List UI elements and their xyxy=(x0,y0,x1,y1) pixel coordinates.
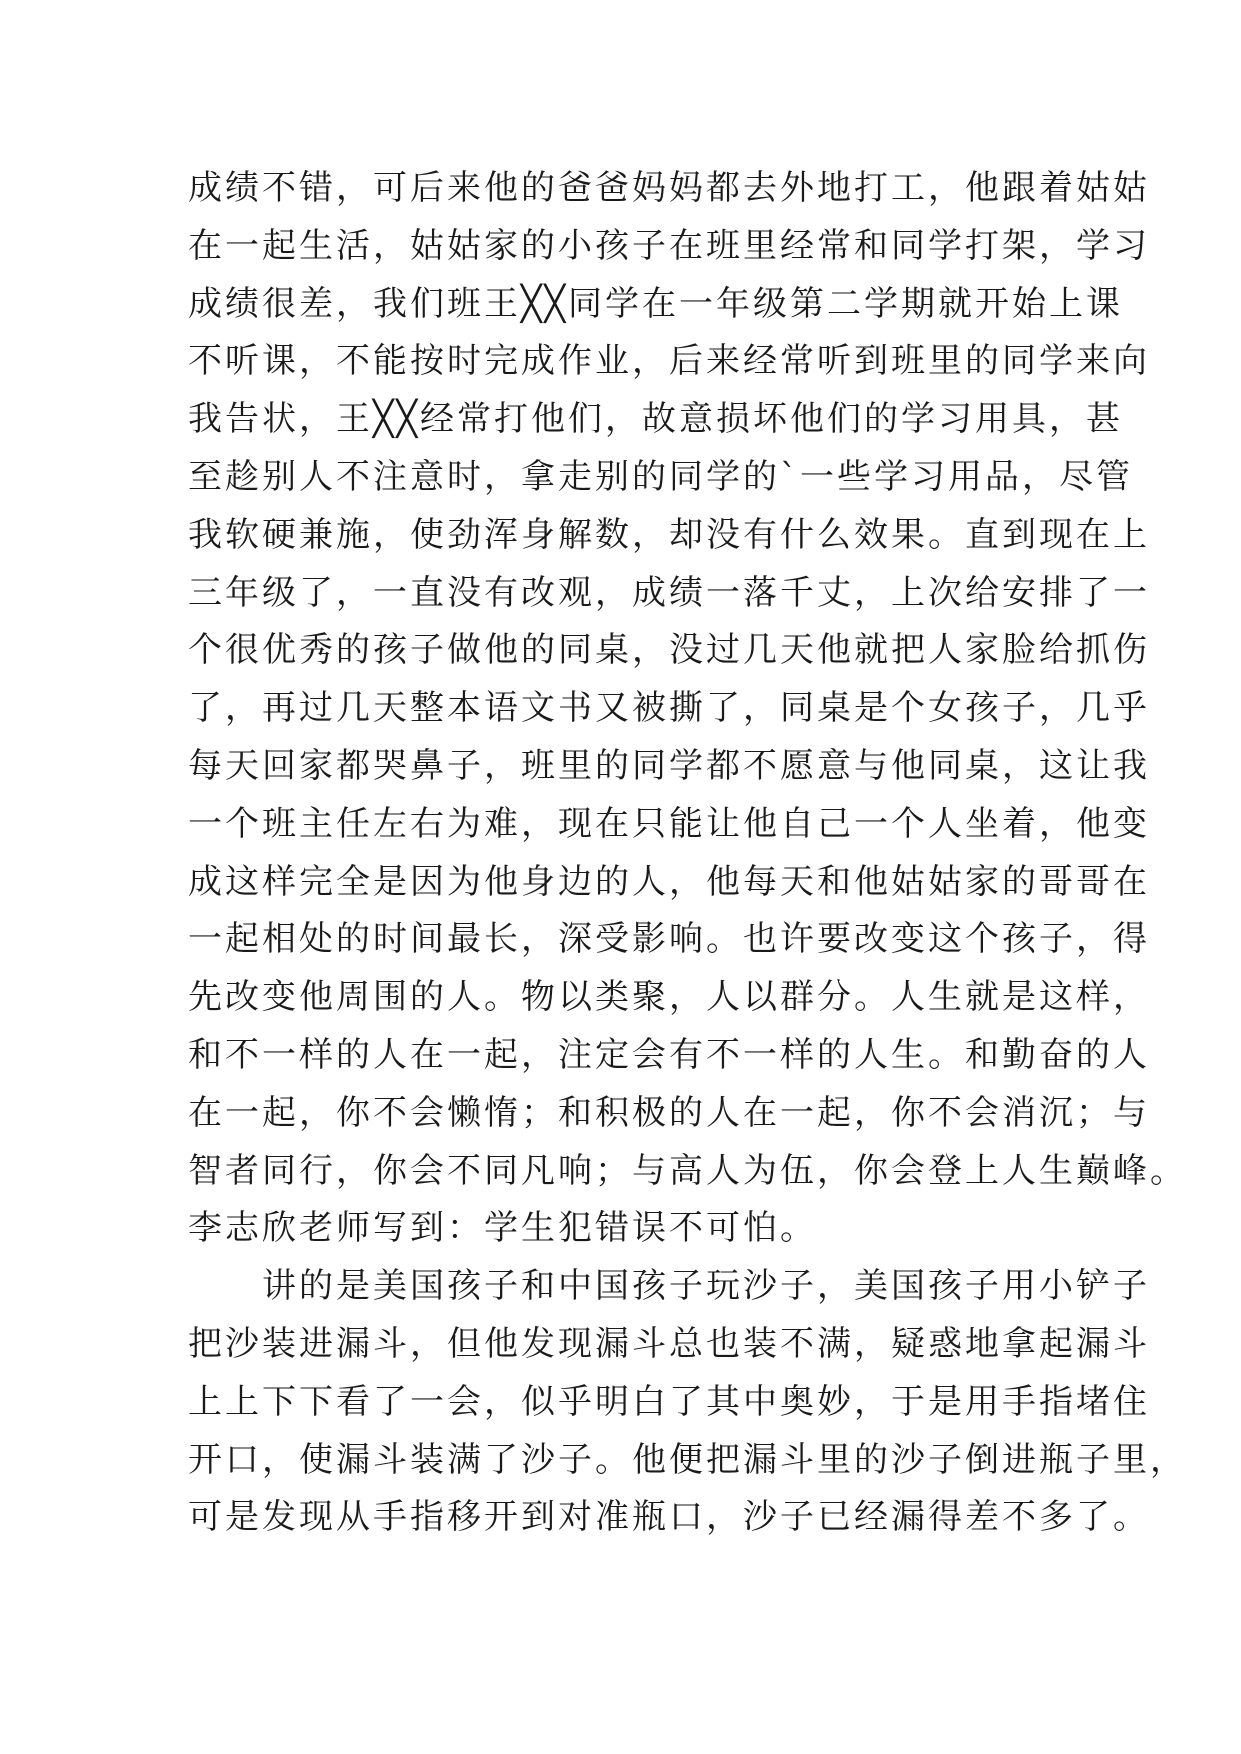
text-line: 把沙装进漏斗，但他发现漏斗总也装不满，疑惑地拿起漏斗 xyxy=(188,1323,1150,1364)
text-line: 成这样完全是因为他身边的人，他每天和他姑姑家的哥哥在 xyxy=(188,861,1150,902)
text-line: 我告状，王╳╳经常打他们，故意损坏他们的学习用具，甚 xyxy=(188,399,1123,440)
text-line: 在一起生活，姑姑家的小孩子在班里经常和同学打架，学习 xyxy=(188,225,1150,266)
text-line: 每天回家都哭鼻子，班里的同学都不愿意与他同桌，这让我 xyxy=(188,745,1150,786)
text-line: 三年级了，一直没有改观，成绩一落千丈，上次给安排了一 xyxy=(188,572,1150,613)
text-line: 李志欣老师写到：学生犯错误不可怕。 xyxy=(188,1208,817,1249)
text-line: 和不一样的人在一起，注定会有不一样的人生。和勤奋的人 xyxy=(188,1034,1150,1075)
text-line: 了，再过几天整本语文书又被撕了，同桌是个女孩子，几乎 xyxy=(188,688,1150,729)
text-line: 上上下下看了一会，似乎明白了其中奥妙，于是用手指堵住 xyxy=(188,1381,1150,1422)
paragraph-first-line: 讲的是美国孩子和中国孩子玩沙子，美国孩子用小铲子 xyxy=(262,1266,1150,1307)
text-line: 可是发现从手指移开到对准瓶口，沙子已经漏得差不多了。 xyxy=(188,1497,1150,1538)
text-line: 先改变他周围的人。物以类聚，人以群分。人生就是这样， xyxy=(188,977,1150,1018)
text-line: 一个班主任左右为难，现在只能让他自己一个人坐着，他变 xyxy=(188,803,1150,844)
text-line: 一起相处的时间最长，深受影响。也许要改变这个孩子，得 xyxy=(188,919,1150,960)
text-line: 不听课，不能按时完成作业，后来经常听到班里的同学来向 xyxy=(188,341,1150,382)
text-line: 至趁别人不注意时，拿走别的同学的`一些学习用品，尽管 xyxy=(188,456,1133,497)
text-line: 成绩不错，可后来他的爸爸妈妈都去外地打工，他跟着姑姑 xyxy=(188,168,1150,208)
body-text xyxy=(188,160,1187,1547)
text-line: 智者同行，你会不同凡响；与高人为伍，你会登上人生巅峰。 xyxy=(188,1150,1187,1191)
text-line: 开口，使漏斗装满了沙子。他便把漏斗里的沙子倒进瓶子里， xyxy=(188,1439,1187,1480)
text-line: 成绩很差，我们班王╳╳同学在一年级第二学期就开始上课 xyxy=(188,283,1123,324)
text-line: 我软硬兼施，使劲浑身解数，却没有什么效果。直到现在上 xyxy=(188,514,1150,555)
text-line: 个很优秀的孩子做他的同桌，没过几天他就把人家脸给抓伤 xyxy=(188,630,1150,671)
text-line: 在一起，你不会懒惰；和积极的人在一起，你不会消沉；与 xyxy=(188,1092,1150,1133)
